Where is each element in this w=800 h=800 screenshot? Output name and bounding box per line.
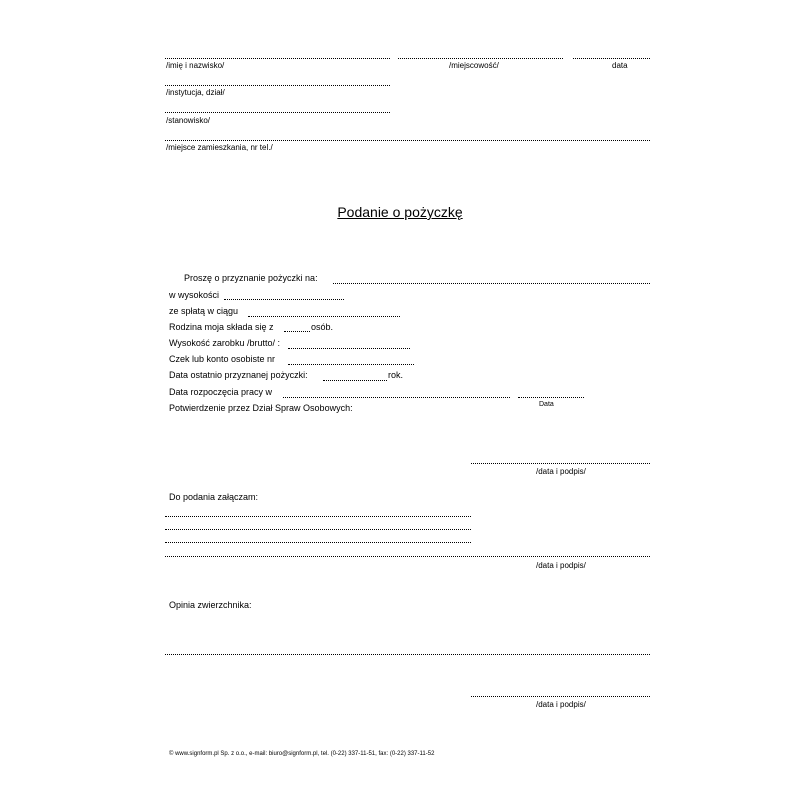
family-line[interactable] [284, 331, 310, 332]
opinion-label: Opinia zwierzchnika: [169, 600, 252, 610]
footer-copyright: © www.signform.pl Sp. z o.o., e-mail: biuro@signform.pl, tel. (0-22) 337-11-51, fax: (0-22) 337-11-52 [169, 751, 435, 757]
opinion-signature-line[interactable] [471, 696, 650, 697]
request-line[interactable] [333, 283, 650, 284]
last-loan-line[interactable] [323, 380, 387, 381]
institution-label: /instytucja, dział/ [166, 88, 225, 97]
attachment-line-4[interactable] [165, 556, 650, 557]
last-loan-suffix: rok. [388, 370, 404, 380]
address-line[interactable] [165, 140, 650, 141]
date-label: data [612, 61, 628, 70]
position-label: /stanowisko/ [166, 116, 211, 125]
attachment-line-2[interactable] [165, 529, 471, 530]
place-label: /miejscowość/ [449, 61, 499, 70]
name-line[interactable] [165, 58, 390, 59]
page-title: Podanie o pożyczkę [337, 204, 463, 220]
name-label: /imię i nazwisko/ [166, 61, 225, 70]
opinion-line[interactable] [165, 654, 650, 655]
family-suffix: osób. [311, 322, 334, 332]
date-line[interactable] [573, 58, 650, 59]
income-line[interactable] [288, 348, 410, 349]
amount-label: w wysokości [169, 290, 220, 300]
request-label: Proszę o przyznanie pożyczki na: [184, 273, 318, 283]
attachments-signature-label: /data i podpis/ [536, 561, 586, 570]
attachment-line-1[interactable] [165, 516, 471, 517]
attachment-line-3[interactable] [165, 542, 471, 543]
place-line[interactable] [398, 58, 563, 59]
hr-signature-line[interactable] [471, 463, 650, 464]
hr-confirmation-label: Potwierdzenie przez Dział Spraw Osobowych: [169, 403, 353, 413]
family-label: Rodzina moja składa się z [169, 322, 274, 332]
opinion-signature-label: /data i podpis/ [536, 700, 586, 709]
address-label: /miejsce zamieszkania, nr tel./ [166, 143, 273, 152]
account-line[interactable] [288, 364, 414, 365]
work-start-date-line[interactable] [518, 397, 584, 398]
hr-signature-label: /data i podpis/ [536, 467, 586, 476]
attachments-label: Do podania załączam: [169, 492, 259, 502]
income-label: Wysokość zarobku /brutto/ : [169, 338, 280, 348]
account-label: Czek lub konto osobiste nr [169, 354, 276, 364]
work-start-date-label: Data [539, 401, 554, 408]
repay-line[interactable] [248, 316, 400, 317]
institution-line[interactable] [165, 85, 390, 86]
work-start-label: Data rozpoczęcia pracy w [169, 387, 273, 397]
repay-label: ze spłatą w ciągu [169, 306, 239, 316]
amount-line[interactable] [224, 299, 344, 300]
position-line[interactable] [165, 112, 390, 113]
work-start-line[interactable] [283, 397, 510, 398]
last-loan-label: Data ostatnio przyznanej pożyczki: [169, 370, 308, 380]
